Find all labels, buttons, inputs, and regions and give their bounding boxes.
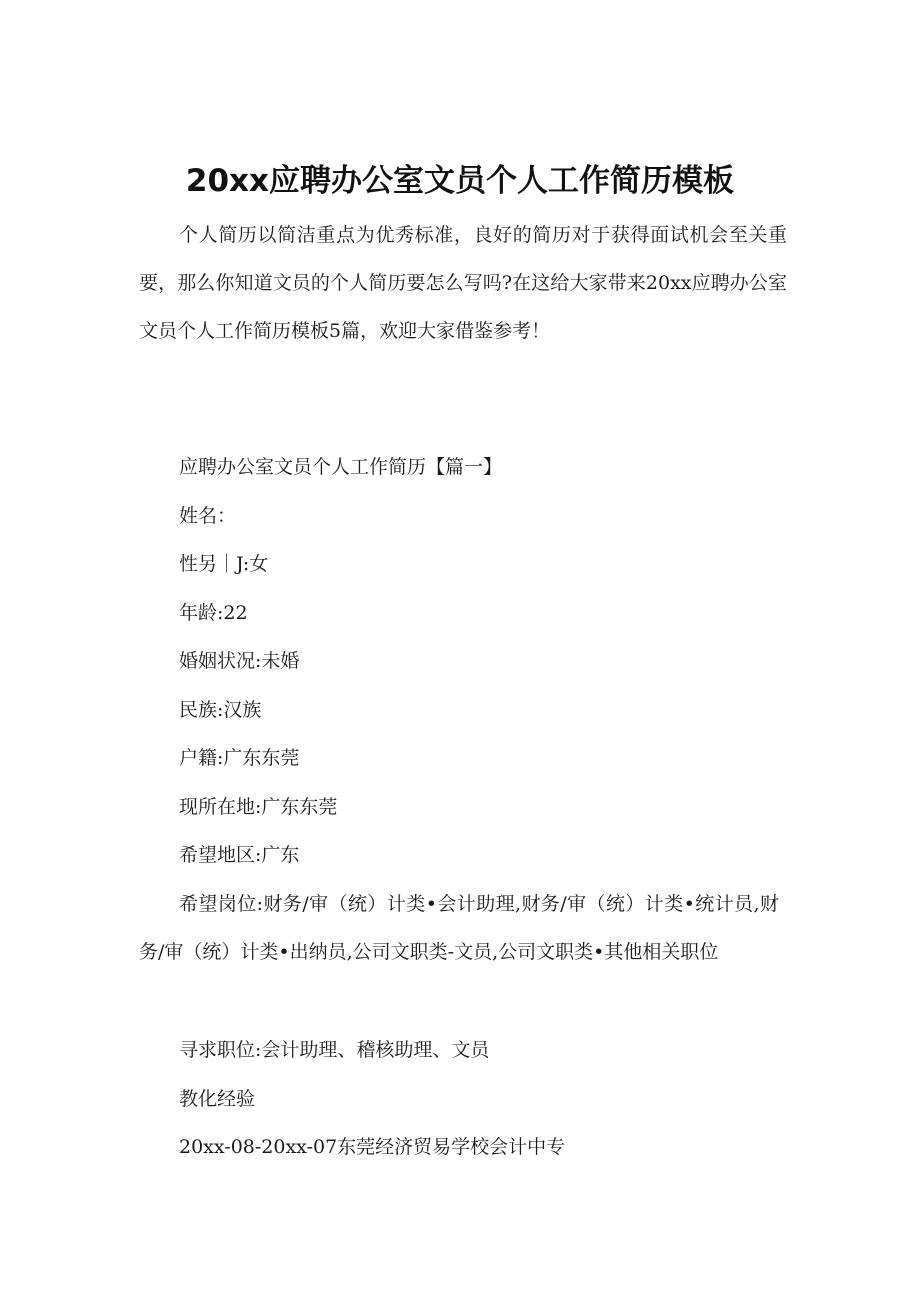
field-hukou: 户籍:广东东莞	[179, 747, 300, 769]
field-ethnicity: 民族:汉族	[179, 699, 262, 721]
field-desired-positions: 希望岗位:财务/审（统）计类•会计助理,财务/审（统）计类•统计员,财务/审（统）计类•出纳员,公司文职类-文员,公司文职类•其他相关职位	[139, 893, 779, 963]
field-current-location: 现所在地:广东东莞	[179, 796, 338, 818]
education-heading: 教化经验	[179, 1088, 256, 1110]
field-job-sought: 寻求职位:会计助理、稽核助理、文员	[179, 1039, 490, 1061]
field-desired-region: 希望地区:广东	[179, 844, 300, 866]
document-title: 20xx应聘办公室文员个人工作简历模板	[185, 162, 735, 199]
intro-paragraph: 个人简历以简洁重点为优秀标准，良好的简历对于获得面试机会至关重要，那么你知道文员的个人简历要怎么写吗?在这给大家带来20xx应聘办公室文员个人工作简历模板5篇，欢迎大家借鉴参考！	[139, 224, 787, 342]
field-age: 年龄:22	[179, 602, 248, 624]
section-heading: 应聘办公室文员个人工作简历【篇一】	[179, 456, 503, 478]
education-entry: 20xx-08-20xx-07东莞经济贸易学校会计中专	[179, 1136, 566, 1158]
field-gender: 性另｜J:女	[179, 553, 269, 575]
field-name: 姓名：	[179, 505, 237, 527]
field-marital-status: 婚姻状况:未婚	[179, 650, 300, 672]
